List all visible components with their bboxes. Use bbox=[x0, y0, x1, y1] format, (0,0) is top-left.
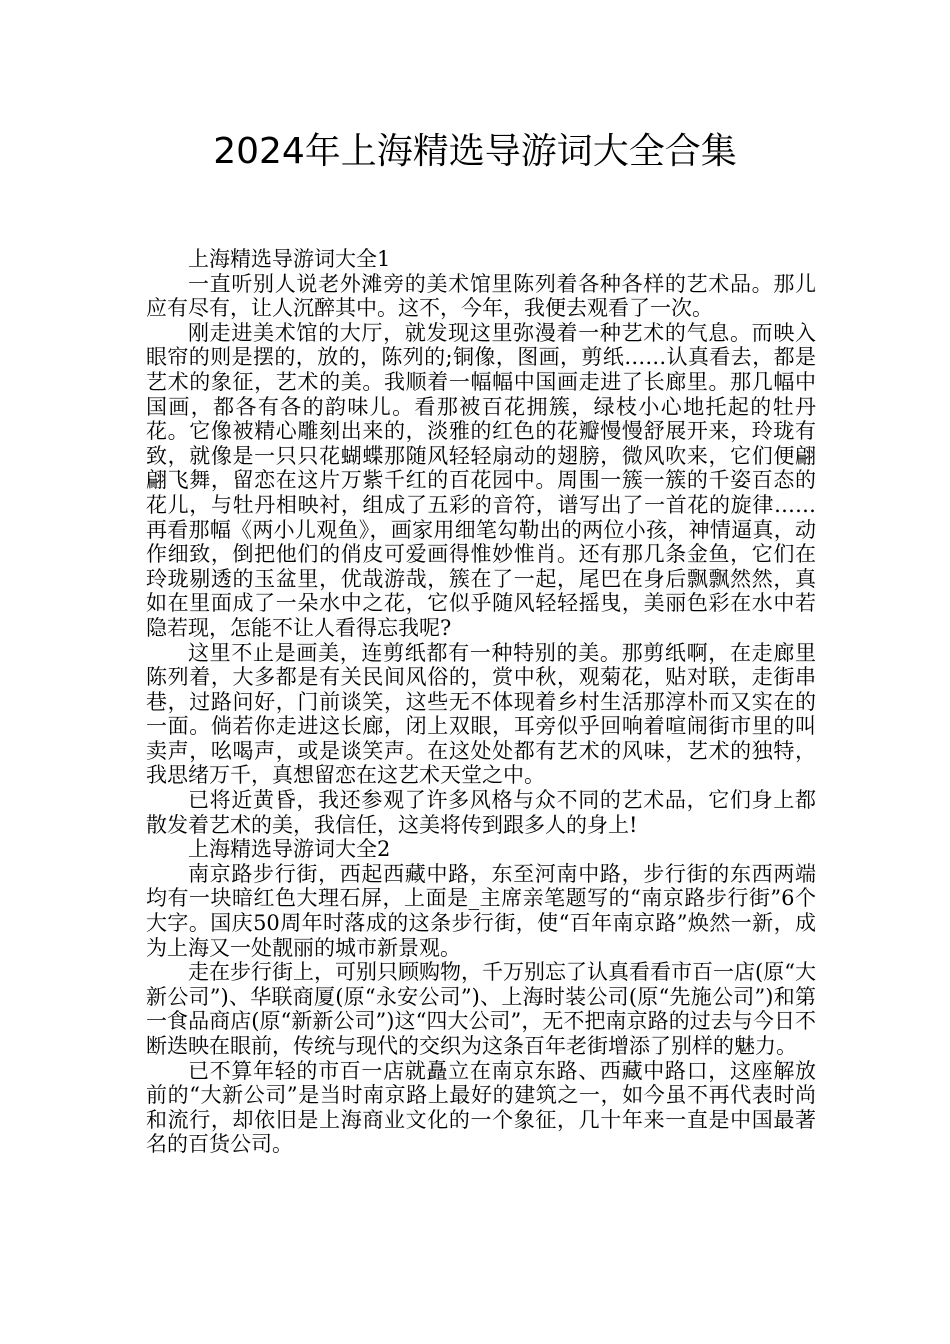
paragraph: 一直听别人说老外滩旁的美术馆里陈列着各种各样的艺术品。那儿应有尽有，让人沉醉其中。这不，今年，我便去观看了一次。 bbox=[146, 271, 816, 321]
paragraph: 这里不止是画美，连剪纸都有一种特别的美。那剪纸啊，在走廊里陈列着，大多都是有关民间风俗的，赏中秋，观菊花，贴对联，走街串巷，过路问好，门前谈笑，这些无不体现着乡村生活那淳朴而又实在的一面。倘若你走进这长廊，闭上双眼，耳旁似乎回响着喧闹街市里的叫卖声，吆喝声，或是谈笑声。在这处处都有艺术的风味，艺术的独特，我思绪万千，真想留恋在这艺术天堂之中。 bbox=[146, 640, 816, 788]
paragraph: 已不算年轻的市百一店就矗立在南京东路、西藏中路口，这座解放前的“大新公司”是当时南京路上最好的建筑之一，如今虽不再代表时尚和流行，却依旧是上海商业文化的一个象征，几十年来一直是中国最著名的百货公司。 bbox=[146, 1058, 816, 1157]
document-title: 2024年上海精选导游词大全合集 bbox=[213, 131, 737, 172]
section-heading-1: 上海精选导游词大全1 bbox=[188, 247, 391, 271]
paragraph: 走在步行街上，可别只顾购物，千万别忘了认真看看市百一店(原“大新公司”)、华联商厦(原“永安公司”)、上海时装公司(原“先施公司”)和第一食品商店(原“新新公司”)这“四大公司”，无不把南京路的过去与今日不断迭映在眼前，传统与现代的交织为这条百年老街增添了别样的魅力。 bbox=[146, 960, 816, 1058]
paragraph: 南京路步行街，西起西藏中路，东至河南中路，步行街的东西两端均有一块暗红色大理石屏，上面是_主席亲笔题写的“南京路步行街”6个大字。国庆50周年时落成的这条步行街，使“百年南京路”焕然一新，成为上海又一处靓丽的城市新景观。 bbox=[146, 861, 816, 960]
document-body bbox=[146, 247, 816, 1157]
paragraph: 刚走进美术馆的大厅，就发现这里弥漫着一种艺术的气息。而映入眼帘的则是摆的，放的，陈列的;铜像，图画，剪纸……认真看去，都是艺术的象征，艺术的美。我顺着一幅幅中国画走进了长廊里。那几幅中国画，都各有各的韵味儿。看那被百花拥簇，绿枝小心地托起的牡丹花。它像被精心雕刻出来的，淡雅的红色的花瓣慢慢舒展开来，玲珑有致，就像是一只只花蝴蝶那随风轻轻扇动的翅膀，微风吹来，它们便翩翩飞舞，留恋在这片万紫千红的百花园中。周围一簇一簇的千姿百态的花儿，与牡丹相映衬，组成了五彩的音符，谱写出了一首花的旋律……再看那幅《两小儿观鱼》，画家用细笔勾勒出的两位小孩，神情逼真，动作细致，倒把他们的俏皮可爱画得惟妙惟肖。还有那几条金鱼，它们在玲珑剔透的玉盆里，优哉游哉，簇在了一起，尾巴在身后飘飘然然，真如在里面成了一朵水中之花，它似乎随风轻轻摇曳，美丽色彩在水中若隐若现，怎能不让人看得忘我呢? bbox=[146, 320, 816, 640]
paragraph: 已将近黄昏，我还参观了许多风格与众不同的艺术品，它们身上都散发着艺术的美，我信任，这美将传到跟多人的身上! bbox=[146, 788, 816, 837]
section-heading-2: 上海精选导游词大全2 bbox=[188, 837, 391, 862]
